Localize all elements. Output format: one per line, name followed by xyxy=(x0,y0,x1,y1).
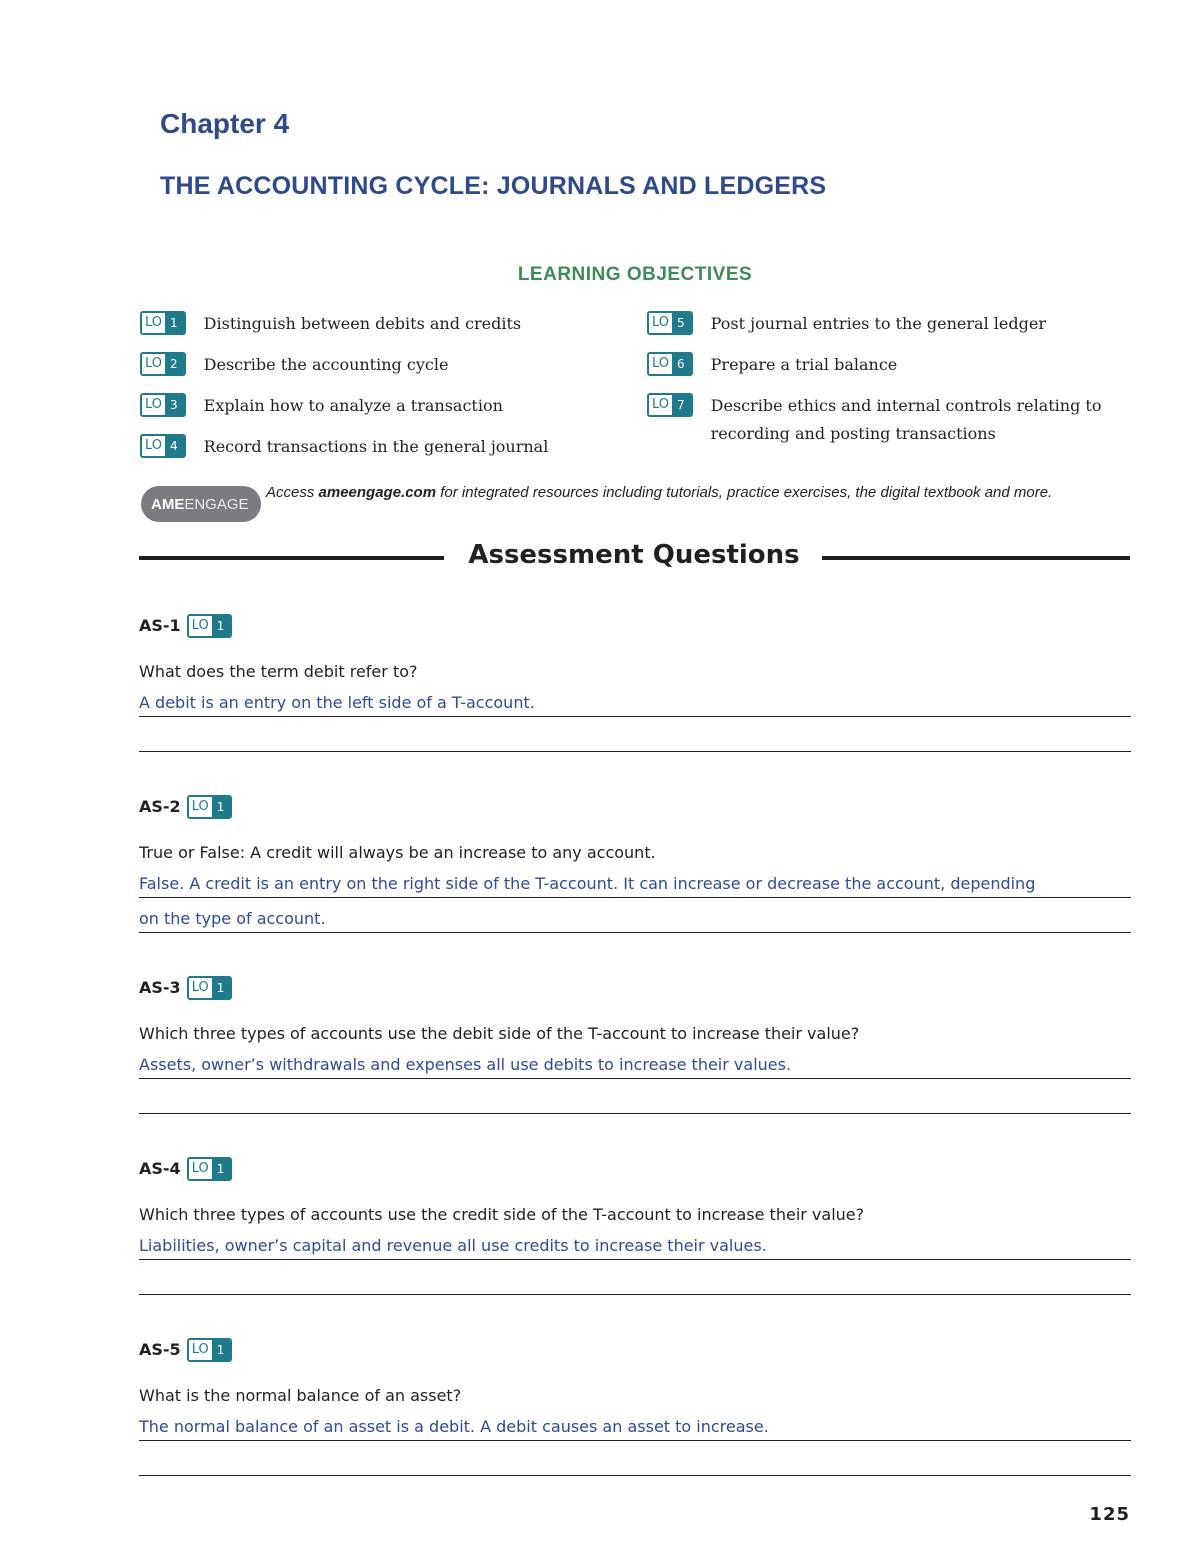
answer-line[interactable]: The normal balance of an asset is a debit. A debit causes an asset to increase. xyxy=(139,1406,1131,1441)
lo-text: Post journal entries to the general ledger xyxy=(710,314,1046,333)
section-rule-right xyxy=(822,556,1130,560)
question-id: AS-1 xyxy=(139,615,181,635)
question-text: Which three types of accounts use the credit side of the T-account to increase their value? xyxy=(139,1205,865,1224)
learning-objectives-right xyxy=(647,310,1117,461)
question-id: AS-2 xyxy=(139,796,181,816)
answer-line[interactable] xyxy=(139,1441,1131,1476)
question-id: AS-4 xyxy=(139,1158,181,1178)
answer-line[interactable] xyxy=(139,717,1131,752)
lo-badge: LO 3 xyxy=(140,393,186,417)
lo-text: Describe ethics and internal controls relating to recording and posting transactions xyxy=(710,396,1102,443)
lo-badge: LO 6 xyxy=(647,352,693,376)
lo-item xyxy=(647,351,1117,379)
answer-line[interactable]: False. A credit is an entry on the right side of the T-account. It can increase or decrease the account, depending xyxy=(139,863,1131,898)
ameengage-logo-bold: AME xyxy=(151,495,185,513)
lo-text: Describe the accounting cycle xyxy=(203,355,449,374)
lo-badge: LO 1 xyxy=(187,976,233,1000)
answer-line[interactable] xyxy=(139,1079,1131,1114)
ameengage-text: Access ameengage.com for integrated resources including tutorials, practice exercises, the digital textbook and more. xyxy=(266,484,1053,501)
question-text: True or False: A credit will always be an increase to any account. xyxy=(139,843,656,862)
answer-line[interactable]: A debit is an entry on the left side of a T-account. xyxy=(139,682,1131,717)
lo-text: Distinguish between debits and credits xyxy=(203,314,522,333)
lo-badge: LO 1 xyxy=(187,1338,233,1362)
chapter-title: THE ACCOUNTING CYCLE: JOURNALS AND LEDGERS xyxy=(160,172,827,200)
question-text: What is the normal balance of an asset? xyxy=(139,1386,462,1405)
page-number: 125 xyxy=(1089,1504,1130,1525)
section-rule-left xyxy=(139,556,444,560)
lo-item xyxy=(140,351,610,379)
lo-item xyxy=(647,310,1117,338)
question-as-3 xyxy=(139,972,1131,1114)
learning-objectives-heading: LEARNING OBJECTIVES xyxy=(517,264,753,285)
question-as-2 xyxy=(139,791,1131,933)
learning-objectives-left xyxy=(140,310,610,474)
section-title: Assessment Questions xyxy=(468,540,800,570)
lo-item xyxy=(647,392,1117,448)
question-as-4 xyxy=(139,1153,1131,1295)
chapter-label: Chapter 4 xyxy=(160,108,290,139)
question-as-5 xyxy=(139,1334,1131,1476)
lo-item xyxy=(140,310,610,338)
lo-text: Record transactions in the general journal xyxy=(203,437,549,456)
ameengage-link[interactable]: ameengage.com xyxy=(318,484,437,501)
lo-badge: LO 1 xyxy=(187,1157,233,1181)
lo-item xyxy=(140,392,610,420)
question-text: Which three types of accounts use the debit side of the T-account to increase their value? xyxy=(139,1024,860,1043)
lo-badge: LO 1 xyxy=(187,614,233,638)
lo-badge: LO 1 xyxy=(140,311,186,335)
lo-badge: LO 1 xyxy=(187,795,233,819)
lo-badge: LO 4 xyxy=(140,434,186,458)
answer-line[interactable]: Assets, owner’s withdrawals and expenses all use debits to increase their values. xyxy=(139,1044,1131,1079)
lo-text: Prepare a trial balance xyxy=(710,355,898,374)
ameengage-logo[interactable] xyxy=(141,486,261,522)
lo-badge: LO 7 xyxy=(647,393,693,417)
question-id: AS-5 xyxy=(139,1339,181,1359)
question-text: What does the term debit refer to? xyxy=(139,662,418,681)
lo-badge: LO 5 xyxy=(647,311,693,335)
question-as-1 xyxy=(139,610,1131,752)
question-id: AS-3 xyxy=(139,977,181,997)
lo-text: Explain how to analyze a transaction xyxy=(203,396,503,415)
answer-line[interactable]: on the type of account. xyxy=(139,898,1131,933)
answer-line[interactable]: Liabilities, owner’s capital and revenue all use credits to increase their values. xyxy=(139,1225,1131,1260)
ameengage-logo-light: ENGAGE xyxy=(184,495,249,513)
lo-badge: LO 2 xyxy=(140,352,186,376)
lo-item xyxy=(140,433,610,461)
answer-line[interactable] xyxy=(139,1260,1131,1295)
